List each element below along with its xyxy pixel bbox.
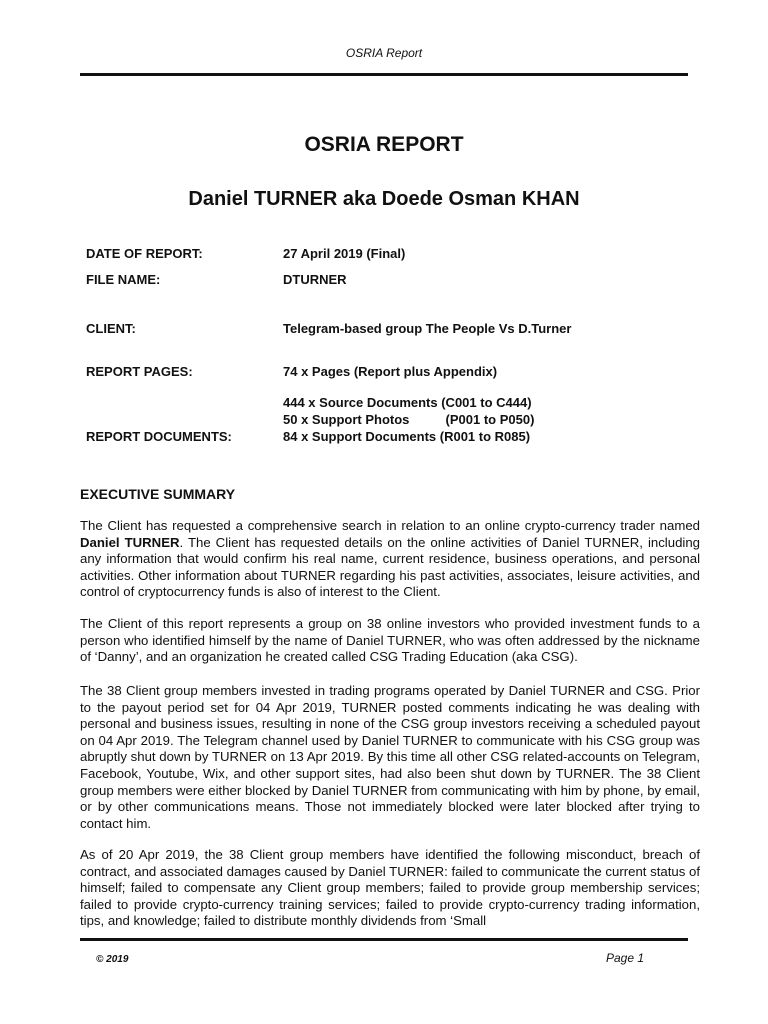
page-number: Page 1	[606, 951, 645, 965]
file-name-label: FILE NAME:	[86, 272, 161, 287]
paragraph-1-text-a: The Client has requested a comprehensive search in relation to an online crypto-currency trader named	[80, 518, 700, 533]
support-documents-value: 84 x Support Documents (R001 to R085)	[283, 429, 531, 444]
summary-paragraph-1	[80, 518, 700, 601]
support-photos-value: 50 x Support Photos (P001 to P050)	[283, 412, 535, 427]
summary-paragraph-2: The Client of this report represents a group on 38 online investors who provided investment funds to a person who identified himself by the name of Daniel TURNER, who was often addressed by the nickname of ‘Danny’, and an organization he created called CSG Trading Education (aka CSG).	[80, 616, 700, 665]
executive-summary-heading: EXECUTIVE SUMMARY	[80, 486, 236, 502]
date-value: 27 April 2019 (Final)	[283, 246, 406, 261]
client-label: CLIENT:	[86, 321, 136, 336]
report-documents-label: REPORT DOCUMENTS:	[86, 429, 232, 444]
summary-paragraph-4: As of 20 Apr 2019, the 38 Client group members have identified the following misconduct, breach of contract, and associated damages caused by Daniel TURNER: failed to communicate the current status of himself; failed to compensate any Client group members; failed to provide group membership services; failed to provide crypto-currency training services; failed to provide crypto-currency trading information, tips, and knowledge; failed to distribute monthly dividends from ‘Small	[80, 847, 700, 929]
footer-rule	[80, 938, 688, 941]
report-pages-value: 74 x Pages (Report plus Appendix)	[283, 364, 498, 379]
summary-paragraph-3: The 38 Client group members invested in trading programs operated by Daniel TURNER and CSG. Prior to the payout period set for 04 Apr 2019, TURNER posted comments indicating he was dealing with personal and business issues, resulting in none of the CSG group investors receiving a scheduled payout on 04 Apr 2019. The Telegram channel used by Daniel TURNER to communicate with his CSG group was abruptly shut down by TURNER on 13 Apr 2019. By this time all other CSG related-accounts on Telegram, Facebook, Youtube, Wix, and other support sites, had also been shut down by TURNER. The 38 Client group members were either blocked by Daniel TURNER from communicating with him by phone, by email, or by other communications means. Those not immediately blocked were later blocked after trying to contact him.	[80, 683, 700, 831]
date-label: DATE OF REPORT:	[86, 246, 203, 261]
subject-name-bold: Daniel TURNER	[80, 534, 180, 550]
copyright-notice: © 2019	[96, 954, 129, 965]
running-header: OSRIA Report	[345, 46, 423, 60]
report-pages-label: REPORT PAGES:	[86, 364, 193, 379]
header-rule	[80, 73, 688, 76]
client-value: Telegram-based group The People Vs D.Turner	[283, 321, 572, 336]
paragraph-1-text-b: . The Client has requested details on the online activities of Daniel TURNER, including any information that would confirm his real name, current residence, business operations, and personal activities. Other information about TURNER regarding his past activities, associates, leisure activities, and control of cryptocurrency funds is also of interest to the Client.	[80, 534, 701, 600]
file-name-value: DTURNER	[283, 272, 347, 287]
report-title: OSRIA REPORT	[304, 133, 464, 156]
source-documents-value: 444 x Source Documents (C001 to C444)	[283, 395, 532, 410]
subject-title: Daniel TURNER aka Doede Osman KHAN	[188, 188, 580, 210]
